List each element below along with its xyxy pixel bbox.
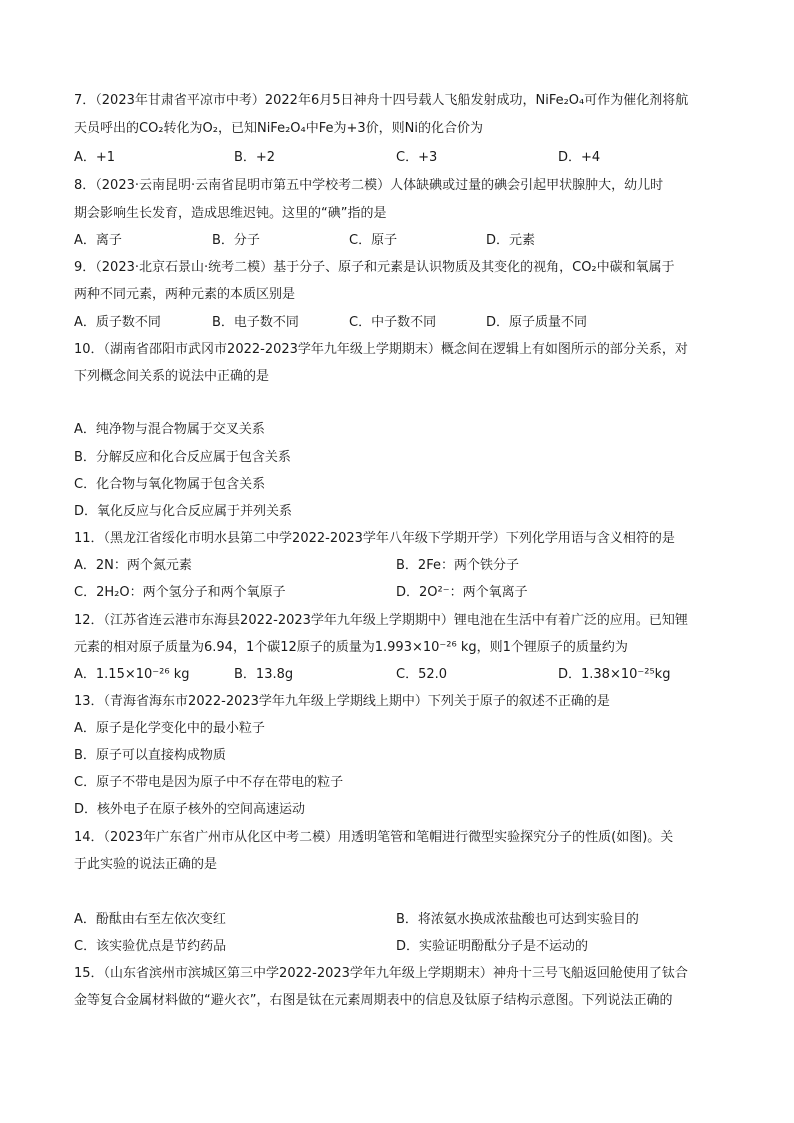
q8-option-a: A．离子 [74, 233, 122, 248]
q9-option-c: C．中子数不同 [349, 315, 437, 330]
q9-option-d: D．原子质量不同 [486, 315, 588, 330]
q8-stem-line1: 8．（2023·云南昆明·云南省昆明市第五中学校考二模）人体缺碘或过量的碘会引起甲状腺肿大，幼儿时 [74, 178, 664, 193]
q13-option-c: C．原子不带电是因为原子中不存在带电的粒子 [74, 775, 344, 790]
q10-option-a: A．纯净物与混合物属于交叉关系 [74, 422, 265, 437]
q7-option-c: C．+3 [396, 150, 438, 165]
q10-option-c: C．化合物与氧化物属于包含关系 [74, 477, 266, 492]
q11-stem-line1: 11．（黑龙江省绥化市明水县第二中学2022-2023学年八年级下学期开学）下列化学用语与含义相符的是 [74, 531, 675, 546]
q14-option-c: C．该实验优点是节约药品 [74, 939, 227, 954]
q12-option-c: C．52.0 [396, 667, 448, 682]
q12-option-d: D．1.38×10⁻²⁵kg [558, 667, 671, 682]
q10-option-b: B．分解反应和化合反应属于包含关系 [74, 450, 291, 465]
q8-option-b: B．分子 [212, 233, 260, 248]
q14-stem-line1: 14．（2023年广东省广州市从化区中考二模）用透明笔管和笔帽进行微型实验探究分子的性质(如图)。关 [74, 830, 674, 845]
q12-stem-line1: 12．（江苏省连云港市东海县2022-2023学年九年级上学期期中）锂电池在生活中有着广泛的应用。已知锂 [74, 613, 688, 628]
q9-stem-line1: 9．（2023·北京石景山·统考二模）基于分子、原子和元素是认识物质及其变化的视角，CO₂中碳和氧属于 [74, 260, 675, 275]
q11-option-c: C．2H₂O：两个氢分子和两个氧原子 [74, 585, 286, 600]
q10-stem-line1: 10．（湖南省邵阳市武冈市2022-2023学年九年级上学期期末）概念间在逻辑上有如图所示的部分关系，对 [74, 342, 688, 357]
q13-option-a: A．原子是化学变化中的最小粒子 [74, 721, 265, 736]
q8-stem-line2: 期会影响生长发育，造成思维迟钝。这里的“碘”指的是 [74, 206, 387, 221]
q8-option-d: D．元素 [486, 233, 536, 248]
q11-option-b: B．2Fe：两个铁分子 [396, 558, 519, 573]
q12-option-b: B．13.8g [234, 667, 294, 682]
q10-option-d: D．氧化反应与化合反应属于并列关系 [74, 504, 293, 519]
q12-option-a: A．1.15×10⁻²⁶ kg [74, 667, 190, 682]
q9-option-a: A．质子数不同 [74, 315, 161, 330]
q11-option-d: D．2O²⁻：两个氧离子 [396, 585, 528, 600]
q13-option-b: B．原子可以直接构成物质 [74, 748, 226, 763]
q15-stem-line2: 金等复合金属材料做的“避火衣”，右图是钛在元素周期表中的信息及钛原子结构示意图。下列说法正确的 [74, 993, 673, 1008]
q13-option-d: D．核外电子在原子核外的空间高速运动 [74, 802, 306, 817]
q8-option-c: C．原子 [349, 233, 398, 248]
q7-stem-line1: 7．（2023年甘肃省平凉市中考）2022年6月5日神舟十四号载人飞船发射成功，NiFe₂O₄可作为催化剂将航 [74, 93, 689, 108]
q7-stem-line2: 天员呼出的CO₂转化为O₂，已知NiFe₂O₄中Fe为+3价，则Ni的化合价为 [74, 121, 483, 136]
q14-stem-line2: 于此实验的说法正确的是 [74, 857, 218, 872]
q7-option-b: B．+2 [234, 150, 276, 165]
q14-option-a: A．酚酞由右至左依次变红 [74, 912, 226, 927]
q14-option-b: B．将浓氨水换成浓盐酸也可达到实验目的 [396, 912, 639, 927]
q13-stem-line1: 13．（青海省海东市2022-2023学年九年级上学期线上期中）下列关于原子的叙述不正确的是 [74, 694, 610, 709]
q9-stem-line2: 两种不同元素，两种元素的本质区别是 [74, 287, 296, 302]
q10-stem-line2: 下列概念间关系的说法中正确的是 [74, 369, 270, 384]
q7-option-a: A．+1 [74, 150, 116, 165]
q11-option-a: A．2N：两个氮元素 [74, 558, 192, 573]
q15-stem-line1: 15．（山东省滨州市滨城区第三中学2022-2023学年九年级上学期期末）神舟十三号飞船返回舱使用了钛合 [74, 966, 688, 981]
q9-option-b: B．电子数不同 [212, 315, 299, 330]
q14-option-d: D．实验证明酚酞分子是不运动的 [396, 939, 589, 954]
q12-stem-line2: 元素的相对原子质量为6.94，1个碳12原子的质量为1.993×10⁻²⁶ kg，则1个锂原子的质量约为 [74, 640, 628, 655]
q7-option-d: D．+4 [558, 150, 601, 165]
